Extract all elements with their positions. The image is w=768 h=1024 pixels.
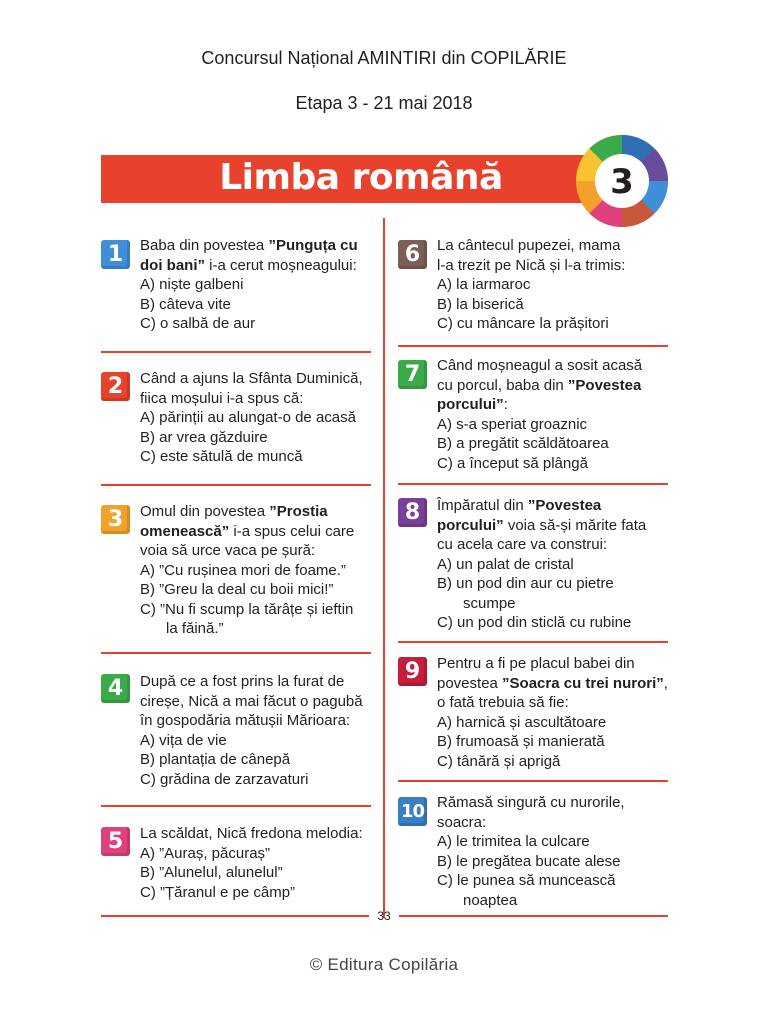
option-a: A) niște galbeni xyxy=(140,276,244,293)
question-1 xyxy=(140,236,358,334)
option-c: C) este sătulă de muncă xyxy=(140,448,303,465)
option-a: A) s-a speriat groaznic xyxy=(437,415,588,433)
separator xyxy=(398,345,668,347)
question-6 xyxy=(437,236,625,334)
option-c: C) o salbă de aur xyxy=(140,315,256,332)
question-10 xyxy=(437,793,625,910)
option-a: A) harnică și ascultătoare xyxy=(437,713,607,731)
question-number-7: 7 xyxy=(398,360,427,389)
separator xyxy=(101,484,371,486)
question-text: fiica moșului i-a spus că: xyxy=(140,389,304,407)
option-a: A) le trimitea la culcare xyxy=(437,833,590,850)
stage-date: Etapa 3 - 21 mai 2018 xyxy=(295,93,473,113)
option-b: B) un pod din aur cu pietre xyxy=(437,575,614,592)
option-a: A) ”Auraș, păcuraș” xyxy=(140,844,271,862)
story-title: ”Soacra cu trei nurori” xyxy=(502,674,664,692)
page-number: 33 xyxy=(377,909,391,923)
option-b: B) la biserică xyxy=(437,295,524,313)
question-text: cu porcul, baba din xyxy=(437,376,568,394)
question-text: După ce a fost prins la furat de xyxy=(140,673,345,690)
question-number-4: 4 xyxy=(101,674,130,703)
question-text: Când moșneagul a sosit acasă xyxy=(437,357,643,374)
question-text: în gospodăria mătușii Mărioara: xyxy=(140,712,351,729)
separator xyxy=(398,483,668,485)
option-b: B) a pregătit scăldătoarea xyxy=(437,435,609,452)
column-divider xyxy=(383,218,385,918)
option-c: C) a început să plângă xyxy=(437,454,588,472)
option-c-continued: la făină.” xyxy=(166,620,224,637)
question-text: , xyxy=(663,674,668,692)
copyright: © Editura Copilăria xyxy=(309,955,459,974)
option-b: B) câteva vite xyxy=(140,295,231,313)
question-4 xyxy=(140,672,363,789)
option-c: C) ”Țăranul e pe câmp” xyxy=(140,883,296,901)
option-c: C) cu mâncare la prășitori xyxy=(437,315,609,332)
question-text: Pentru a fi pe placul babei din xyxy=(437,655,635,672)
separator xyxy=(101,805,371,807)
option-c: C) ”Nu fi scump la tărâțe și ieftin xyxy=(140,600,354,618)
story-title: omenească” xyxy=(140,522,230,540)
question-text: cu acela care va construi: xyxy=(437,536,608,553)
question-text: i-a cerut moșneagului: xyxy=(205,256,357,274)
contest-title: Concursul Național AMINTIRI din COPILĂRIE xyxy=(201,48,567,68)
question-text: Omul din povestea xyxy=(140,503,270,520)
question-text: povestea xyxy=(437,674,503,692)
story-title: ”Punguța cu xyxy=(268,237,358,254)
subject-banner xyxy=(101,155,621,203)
question-number-6: 6 xyxy=(398,240,427,269)
option-c: C) le punea să muncească xyxy=(437,872,616,889)
option-c-continued: noaptea xyxy=(463,891,518,909)
option-b: B) ”Alunelul, alunelul” xyxy=(140,864,283,881)
option-a: A) vița de vie xyxy=(140,731,227,749)
question-text: Când a ajuns la Sfânta Duminică, xyxy=(140,370,363,387)
question-7 xyxy=(437,356,642,473)
separator xyxy=(398,780,668,782)
question-number-8: 8 xyxy=(398,498,427,527)
story-title: ”Povestea xyxy=(567,376,642,394)
option-b: B) plantația de cânepă xyxy=(140,751,291,768)
story-title: ”Povestea xyxy=(527,497,602,514)
question-2 xyxy=(140,369,363,467)
question-text: voia să-și mărite fata xyxy=(503,516,647,534)
question-text: soacra: xyxy=(437,813,487,831)
question-number-3: 3 xyxy=(101,505,130,534)
story-title: ”Prostia xyxy=(269,503,328,520)
question-text: l-a trezit pe Nică și l-a trimis: xyxy=(437,256,626,274)
option-b: B) le pregătea bucate alese xyxy=(437,852,621,870)
option-a: A) părinții au alungat-o de acasă xyxy=(140,409,356,426)
story-title: doi bani” xyxy=(140,256,205,274)
question-number-1: 1 xyxy=(101,240,130,269)
option-c: C) un pod din sticlă cu rubine xyxy=(437,614,632,631)
option-a: A) ”Cu rușinea mori de foame.” xyxy=(140,561,346,579)
question-5 xyxy=(140,824,363,902)
question-8 xyxy=(437,496,646,633)
question-text: Baba din povestea xyxy=(140,237,269,254)
stage-badge xyxy=(574,133,670,229)
option-b-continued: scumpe xyxy=(463,594,516,612)
question-number-10: 10 xyxy=(398,797,427,826)
question-number-5: 5 xyxy=(101,827,130,856)
question-text: Rămasă singură cu nurorile, xyxy=(437,794,625,811)
option-b: B) ”Greu la deal cu boii mici!” xyxy=(140,581,334,598)
story-title: porcului” xyxy=(437,396,504,413)
question-text: voia să urce vaca pe șură: xyxy=(140,542,316,559)
question-text: : xyxy=(503,396,508,413)
question-text: La scăldat, Nică fredona melodia: xyxy=(140,825,363,842)
question-3 xyxy=(140,502,354,639)
option-a: A) la iarmaroc xyxy=(437,276,531,293)
question-text: o fată trebuia să fie: xyxy=(437,694,569,711)
question-text: La cântecul pupezei, mama xyxy=(437,237,621,254)
option-c: C) grădina de zarzavaturi xyxy=(140,770,309,788)
option-b: B) ar vrea găzduire xyxy=(140,428,268,446)
story-title: porcului” xyxy=(437,516,504,534)
separator xyxy=(101,351,371,353)
question-text: i-a spus celui care xyxy=(229,522,355,540)
option-c: C) tânără și aprigă xyxy=(437,752,561,770)
question-text: Împăratul din xyxy=(437,497,528,514)
question-9 xyxy=(437,654,668,771)
question-number-9: 9 xyxy=(398,657,427,686)
option-b: B) frumoasă și manierată xyxy=(437,733,605,750)
stage-number: 3 xyxy=(610,162,634,202)
question-text: cireșe, Nică a mai făcut o pagubă xyxy=(140,692,363,710)
question-number-2: 2 xyxy=(101,372,130,401)
separator xyxy=(101,652,371,654)
option-a: A) un palat de cristal xyxy=(437,555,574,573)
separator xyxy=(398,641,668,643)
subject-title: Limba română xyxy=(219,157,503,198)
